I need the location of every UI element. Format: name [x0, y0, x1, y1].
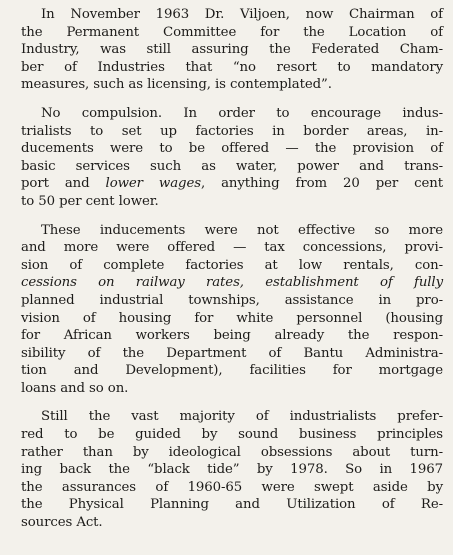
text-line: measures, such as licensing, is contemplated”.: [21, 77, 332, 93]
text-line: to 50 per cent lower.: [21, 193, 159, 209]
text-line: In November 1963 Dr. Viljoen, now Chairman of: [41, 7, 443, 22]
text-line: planned industrial townships, assistance in pro-: [21, 292, 443, 308]
text-line: the assurances of 1960-65 were swept aside by: [21, 479, 443, 495]
text-line: basic services such as water, power and trans-: [21, 158, 443, 174]
text-line: ducements were to be offered — the provision of: [21, 141, 443, 157]
text-line: trialists to set up factories in border areas, in-: [21, 123, 443, 139]
text-line: ing back the “black tide” by 1978. So in 1967: [21, 462, 443, 478]
text-line: port and lower wages, anything from 20 per cent: [21, 176, 444, 192]
text-line: [21, 274, 443, 292]
text-line: sion of complete factories at low rentals, con-: [21, 257, 443, 273]
text-line: rather than by ideological obsessions about turn-: [21, 444, 443, 460]
text-line: ber of Industries that “no resort to mandatory: [21, 59, 443, 75]
text-line: Still the vast majority of industrialists prefer-: [41, 409, 443, 425]
italic-phrase: lower wages: [105, 176, 201, 192]
text-line: These inducements were not effective so more: [41, 222, 443, 238]
paragraph-1: [21, 6, 443, 94]
text-line: Industry, was still assuring the Federated Cham-: [21, 42, 443, 58]
text-line: sources Act.: [21, 515, 103, 531]
text-line: the Permanent Committee for the Location of: [21, 24, 443, 40]
text-line: loans and so on.: [21, 380, 129, 396]
text-line: vision of housing for white personnel (housing: [21, 310, 443, 326]
text-line: sibility of the Department of Bantu Administra-: [21, 345, 443, 361]
text-line: the Physical Planning and Utilization of Re-: [21, 497, 443, 513]
paragraph-3: [21, 222, 443, 398]
text-line: tion and Development), facilities for mortgage: [21, 363, 443, 379]
paragraph-4: [21, 408, 443, 531]
text-line: and more were offered — tax concessions, provi-: [21, 240, 443, 256]
text-line: for African workers being already the respon-: [21, 328, 443, 344]
paragraph-2: [21, 105, 443, 211]
text-line: red to be guided by sound business principles: [21, 427, 443, 443]
text-line: No compulsion. In order to encourage indus-: [41, 105, 443, 121]
italic-phrase: cessions on railway rates, establishment of fully: [21, 275, 443, 291]
